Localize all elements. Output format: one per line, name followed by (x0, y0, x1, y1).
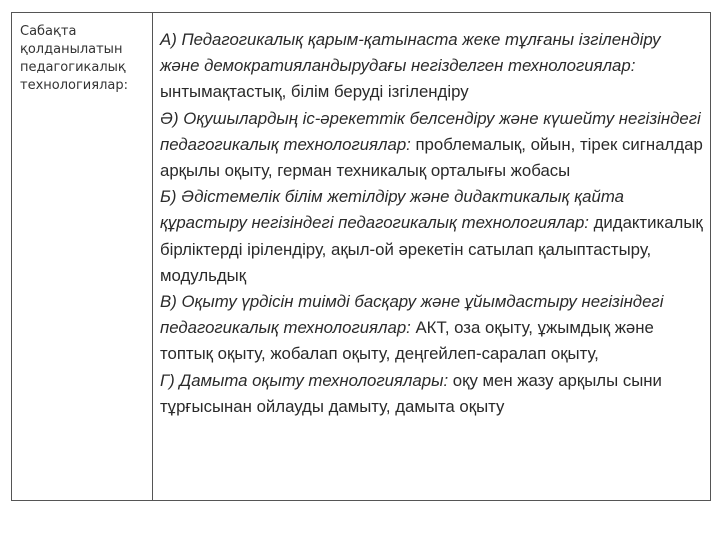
label-line: Сабақта (20, 24, 77, 39)
entry-title: А) Педагогикалық қарым-қатынаста жеке тұлғаны ізгілендіру және демократияландырудағы негізделген технологиялар: (160, 30, 661, 76)
technology-entry (160, 289, 704, 368)
entry-body: проблемалық, ойын, тірек сигналдар арқылы оқыту, герман техникалық орталығы жобасы (160, 134, 703, 181)
content-table (11, 12, 711, 501)
technology-entry (160, 27, 704, 106)
entry-body: АКТ, оза оқыту, ұжымдық және топтық оқыту, жобалап оқыту, деңгейлеп-саралап оқыту, (160, 318, 654, 364)
entry-title: Г) Дамыта оқыту технологиялары: (160, 370, 449, 390)
content-cell (153, 13, 710, 500)
entry-title: В) Оқыту үрдісін тиімді басқару және ұйымдастыру негізіндегі педагогикалық технологиялар: (160, 292, 664, 338)
entry-title: Ә) Оқушылардың іс-әрекеттік белсендіру және күшейту негізіндегі педагогикалық технологиялар: (160, 108, 701, 154)
technology-entry (160, 106, 704, 185)
entry-body: ынтымақтастық, білім беруді ізгілендіру (160, 82, 469, 102)
entry-title: Б) Әдістемелік білім жетілдіру және дидактикалық қайта құрастыру негізіндегі педагогикалық технологиялар: (160, 187, 624, 233)
label-line: педагогикалық (20, 60, 126, 75)
entry-body: дидактикалық бірліктерді ірілендіру, ақыл-ой әрекетін сатылап қалыптастыру, модульдық (160, 213, 703, 285)
technology-entry (160, 184, 704, 289)
entry-body: оқу мен жазу арқылы сыни тұрғысынан ойлауды дамыту, дамыта оқыту (160, 370, 662, 416)
label-cell (12, 13, 153, 500)
technology-entry (160, 368, 704, 420)
label-line: қолданылатын (20, 42, 123, 57)
label-line: технологиялар: (20, 78, 128, 93)
